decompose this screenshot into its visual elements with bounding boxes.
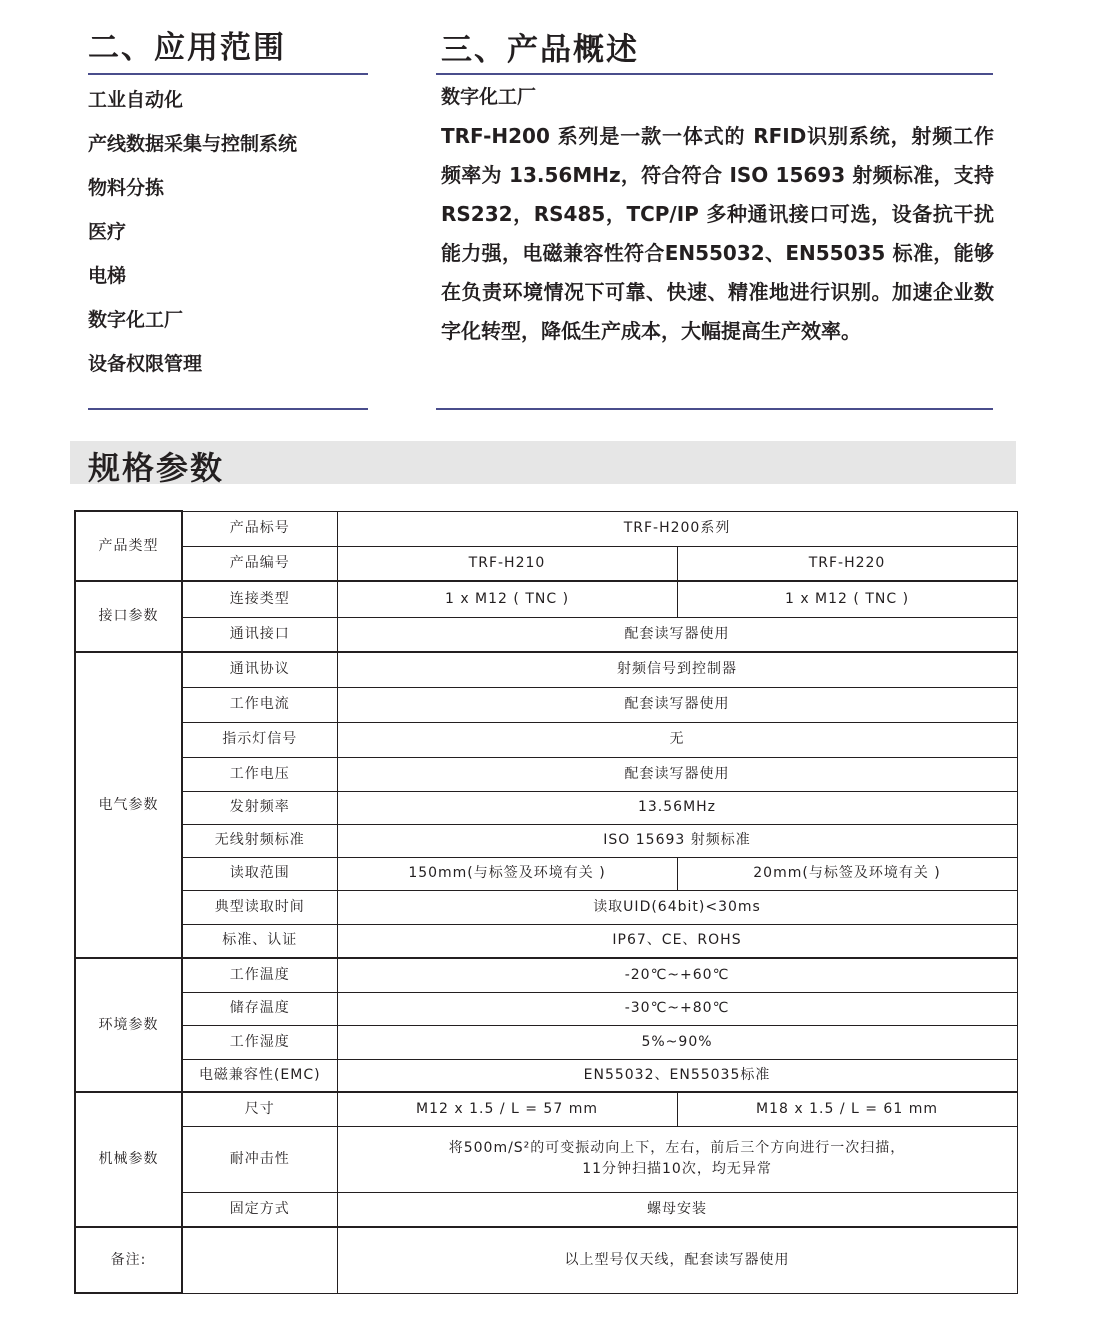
param-value: 配套读写器使用: [337, 617, 1017, 652]
param-value: TRF-H220: [677, 546, 1017, 581]
application-item: 物料分拣: [88, 177, 165, 199]
category-cell: 电气参数: [75, 652, 182, 958]
remarks-value: 以上型号仅天线，配套读写器使用: [337, 1227, 1017, 1293]
application-section-title: 二、应用范围: [88, 30, 286, 66]
param-value-line: 将500m/S²的可变振动向上下，左右，前后三个方向进行一次扫描，: [448, 1140, 906, 1156]
param-label: 读取范围: [182, 857, 337, 890]
table-row: [75, 617, 1017, 652]
table-row: [75, 890, 1017, 924]
param-value: 读取UID(64bit)<30ms: [337, 890, 1017, 924]
table-row: [75, 857, 1017, 890]
category-cell: 产品类型: [75, 511, 182, 581]
param-value: 1 x M12 ( TNC ): [337, 581, 677, 617]
overview-bottom-rule: [436, 408, 993, 410]
table-row: [75, 1192, 1017, 1227]
param-value: -30℃~+80℃: [337, 992, 1017, 1025]
category-cell: 环境参数: [75, 958, 182, 1092]
param-value: ISO 15693 射频标准: [337, 824, 1017, 857]
param-label: 指示灯信号: [182, 722, 337, 757]
param-label: 尺寸: [182, 1092, 337, 1126]
category-cell: 备注:: [75, 1227, 182, 1293]
application-item: 设备权限管理: [88, 353, 203, 375]
param-value: 13.56MHz: [337, 791, 1017, 824]
table-row: [75, 687, 1017, 722]
param-value: IP67、CE、ROHS: [337, 924, 1017, 958]
table-row: [75, 791, 1017, 824]
param-label: 无线射频标准: [182, 824, 337, 857]
application-item: 数字化工厂: [88, 309, 184, 331]
spec-header-bar: [70, 441, 1016, 487]
table-row: [75, 1025, 1017, 1059]
param-value: 配套读写器使用: [337, 757, 1017, 791]
param-label: 产品编号: [182, 546, 337, 581]
param-label: 工作电流: [182, 687, 337, 722]
param-value: 5%~90%: [337, 1025, 1017, 1059]
param-label: 工作温度: [182, 958, 337, 992]
param-value-line: 11分钟扫描10次，均无异常: [582, 1161, 772, 1177]
param-value: 1 x M12 ( TNC ): [677, 581, 1017, 617]
param-label: 工作湿度: [182, 1025, 337, 1059]
overview-title-rule: [436, 73, 993, 75]
table-row: [75, 1059, 1017, 1092]
param-label: 耐冲击性: [182, 1126, 337, 1192]
table-row: [75, 924, 1017, 958]
param-value: TRF-H210: [337, 546, 677, 581]
param-label: 发射频率: [182, 791, 337, 824]
param-label: 固定方式: [182, 1192, 337, 1227]
param-label: 工作电压: [182, 757, 337, 791]
param-value: M12 x 1.5 / L = 57 mm: [337, 1092, 677, 1126]
table-row: [75, 992, 1017, 1025]
table-row: [75, 824, 1017, 857]
param-value: 射频信号到控制器: [337, 652, 1017, 687]
param-value: M18 x 1.5 / L = 61 mm: [677, 1092, 1017, 1126]
param-label: 电磁兼容性(EMC): [182, 1059, 337, 1092]
param-value: 20mm(与标签及环境有关 ): [677, 857, 1017, 890]
table-row: [75, 722, 1017, 757]
table-row: [75, 757, 1017, 791]
spec-section-title: 规格参数: [88, 449, 225, 487]
category-cell: 接口参数: [75, 581, 182, 652]
param-value: -20℃~+60℃: [337, 958, 1017, 992]
param-value: 无: [337, 722, 1017, 757]
param-label: 储存温度: [182, 992, 337, 1025]
table-row: [75, 1227, 1017, 1293]
table-row: [75, 546, 1017, 581]
param-label: 连接类型: [182, 581, 337, 617]
table-row: [75, 581, 1017, 617]
application-title-rule: [88, 73, 368, 75]
param-label: 产品标号: [182, 511, 337, 546]
param-value: TRF-H200系列: [337, 511, 1017, 546]
table-row: [75, 1126, 1017, 1192]
overview-subtitle: 数字化工厂: [441, 86, 537, 108]
overview-paragraph: TRF-H200 系列是一款一体式的 RFID识别系统，射频工作频率为 13.56MHz，符合符合 ISO 15693 射频标准，支持RS232，RS485，TCP/IP 多种通讯接口可选，设备抗干扰能力强，电磁兼容性符合EN55032、EN55035 标准，能够在负责环境情况下可靠、快速、精准地进行识别。加速企业数字化转型，降低生产成本，大幅提高生产效率。: [441, 124, 994, 343]
param-label: 通讯协议: [182, 652, 337, 687]
application-item: 工业自动化: [88, 89, 184, 111]
param-label: 标准、认证: [182, 924, 337, 958]
table-row: [75, 652, 1017, 687]
table-row: [75, 1092, 1017, 1126]
param-value: [337, 1126, 1017, 1192]
table-row: [75, 511, 1017, 546]
table-row: [75, 958, 1017, 992]
param-label: 典型读取时间: [182, 890, 337, 924]
param-value: 150mm(与标签及环境有关 ): [337, 857, 677, 890]
application-bottom-rule: [88, 408, 368, 410]
param-label-empty: [182, 1227, 337, 1293]
param-value: 螺母安装: [337, 1192, 1017, 1227]
application-item: 电梯: [88, 265, 127, 287]
application-list: [88, 86, 297, 394]
param-value: EN55032、EN55035标准: [337, 1059, 1017, 1092]
application-item: 医疗: [88, 221, 127, 243]
application-item: 产线数据采集与控制系统: [88, 133, 298, 155]
param-value: 配套读写器使用: [337, 687, 1017, 722]
param-label: 通讯接口: [182, 617, 337, 652]
category-cell: 机械参数: [75, 1092, 182, 1227]
overview-section-title: 三、产品概述: [441, 32, 639, 68]
spec-table: [74, 510, 1018, 1294]
